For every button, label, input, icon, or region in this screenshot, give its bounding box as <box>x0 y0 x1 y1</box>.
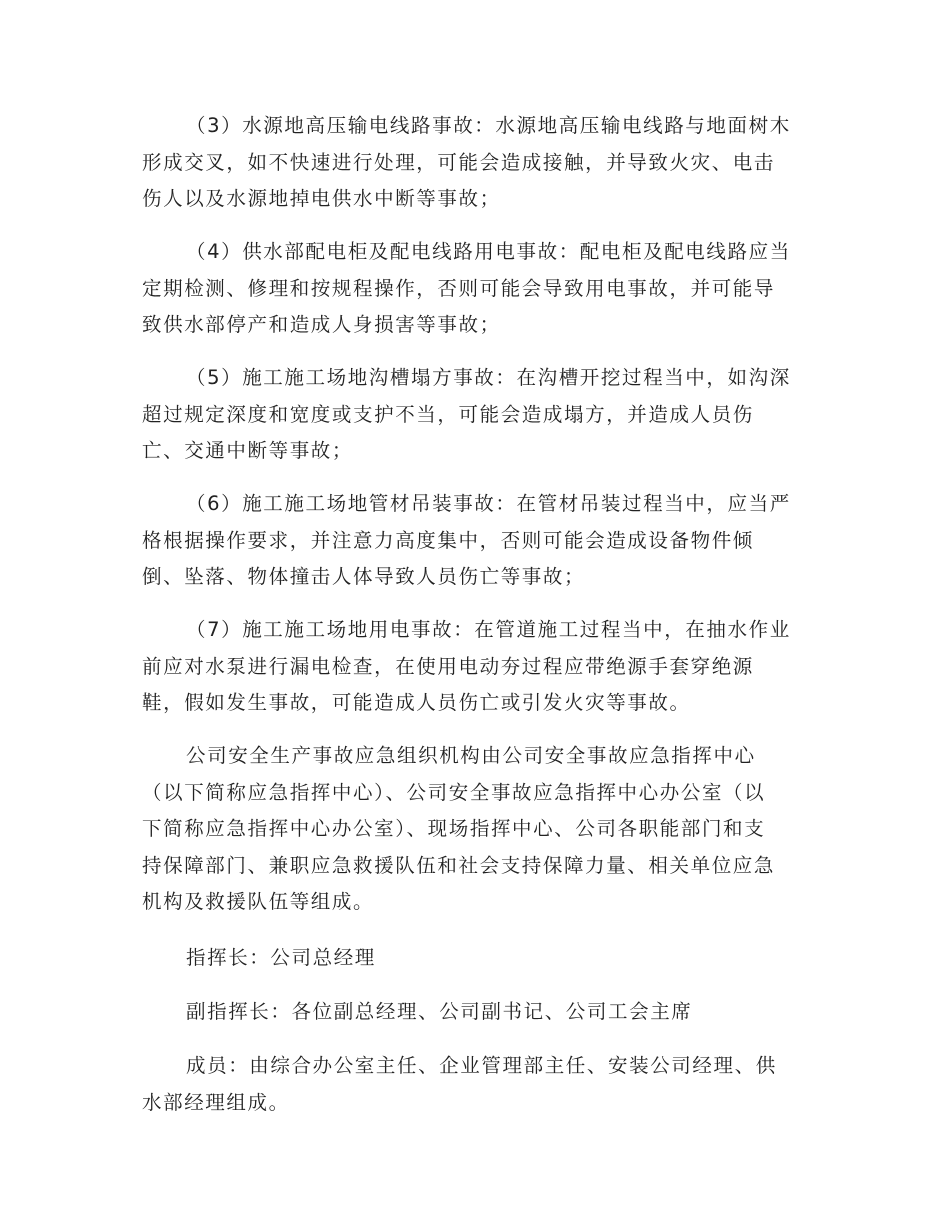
text-line: 定期检测、修理和按规程操作，否则可能会导致用电事故，并可能导 <box>142 276 776 300</box>
text-line: 成员：由综合办公室主任、企业管理部主任、安装公司经理、供 <box>186 1054 777 1077</box>
text-line: 格根据操作要求，并注意力高度集中，否则可能会造成设备物件倾 <box>142 528 754 552</box>
text-line: 致供水部停产和造成人身损害等事故； <box>142 313 501 336</box>
text-line: 机构及救援队伍等组成。 <box>142 890 375 913</box>
paragraph-commander <box>142 940 810 977</box>
text-line: 指挥长：公司总经理 <box>186 946 376 969</box>
text-line: 亡、交通中断等事故； <box>142 439 354 462</box>
text-line: （4）供水部配电柜及配电线路用电事故：配电柜及配电线路应当 <box>186 240 791 263</box>
text-line: （5）施工施工场地沟槽塌方事故：在沟槽开挖过程当中，如沟深 <box>186 366 791 389</box>
text-line: 超过规定深度和宽度或支护不当，可能会造成塌方，并造成人员伤 <box>142 402 754 426</box>
text-line: 倒、坠落、物体撞击人体导致人员伤亡等事故； <box>142 565 586 588</box>
paragraph-members <box>142 1048 810 1121</box>
paragraph-accident-4 <box>142 234 810 344</box>
text-line: （7）施工施工场地用电事故：在管道施工过程当中，在抽水作业 <box>186 618 791 641</box>
text-line: （3）水源地高压输电线路事故：水源地高压输电线路与地面树木 <box>186 114 791 137</box>
paragraph-organization <box>142 738 810 921</box>
text-line: 持保障部门、兼职应急救援队伍和社会支持保障力量、相关单位应急 <box>142 853 776 877</box>
paragraph-accident-6 <box>142 486 810 596</box>
text-line: 鞋，假如发生事故，可能造成人员伤亡或引发火灾等事故。 <box>142 691 691 714</box>
text-line: 伤人以及水源地掉电供水中断等事故； <box>142 187 501 210</box>
paragraph-accident-5 <box>142 360 810 470</box>
text-line: 水部经理组成。 <box>142 1090 290 1114</box>
text-line: 下简称应急指挥中心办公室）、现场指挥中心、公司各职能部门和支 <box>142 817 766 840</box>
text-line: 形成交叉，如不快速进行处理，可能会造成接触，并导致火灾、电击 <box>142 150 776 174</box>
text-line: 前应对水泵进行漏电检查，在使用电动夯过程应带绝源手套穿绝源 <box>142 654 754 678</box>
text-line: （6）施工施工场地管材吊装事故：在管材吊装过程当中，应当严 <box>186 492 791 515</box>
text-line: 副指挥长：各位副总经理、公司副书记、公司工会主席 <box>186 1000 693 1023</box>
paragraph-accident-7 <box>142 612 810 722</box>
text-line: （以下简称应急指挥中心）、公司安全事故应急指挥中心办公室（以 <box>142 780 766 804</box>
text-line: 公司安全生产事故应急组织机构由公司安全事故应急指挥中心 <box>186 744 756 767</box>
paragraph-accident-3 <box>142 108 810 218</box>
paragraph-deputy-commander <box>142 994 810 1031</box>
